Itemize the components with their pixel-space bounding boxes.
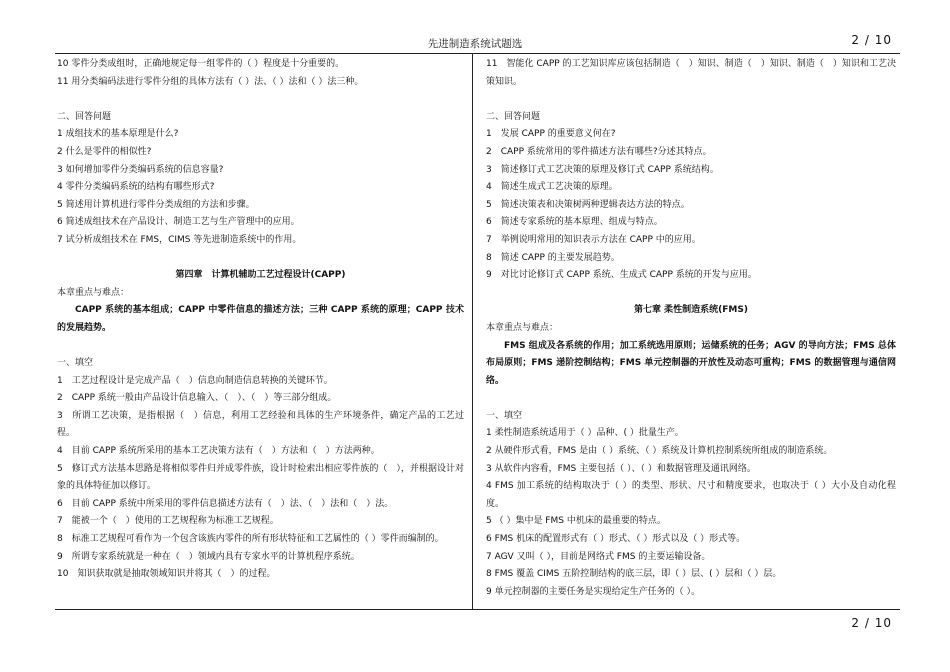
list-item: 5 （ ）集中是 FMS 中机床的最重要的特点。: [486, 516, 666, 527]
list-item: 1 柔性制造系统适用于（ ）品种、( ）批量生产。: [486, 428, 684, 439]
document-title: 先进制造系统试题选: [427, 38, 523, 50]
list-item: 8 FMS 覆盖 CIMS 五阶控制结构的底三层，即（ ）层、( ）层和（ ）层。: [486, 569, 782, 580]
key-points-label: 本章重点与难点：: [486, 322, 559, 333]
list-item: 6 FMS 机床的配置形式有（ ）形式、（ ）形式以及（ ）形式等。: [486, 534, 746, 545]
chapter-title: 第七章 柔性制造系统(FMS): [634, 305, 748, 316]
list-item: 8 标准工艺规程可看作为一个包含该族内零件的所有形状特征和工艺属性的（ ）零件而编制的。: [57, 534, 444, 545]
list-item: 11 用分类编码法进行零件分组的具体方法有（ ）法、（ ）法和（ ）法三种。: [57, 76, 364, 87]
section-heading-fill: 一、填空: [57, 358, 94, 369]
list-item: 4 零件分类编码系统的结构有哪些形式?: [57, 182, 215, 193]
list-item: 3 从软件内容看，FMS 主要包括（ ）、（ ）和数据管理及通讯网络。: [486, 463, 756, 474]
list-item: 9 单元控制器的主要任务是实现给定生产任务的（ ）。: [486, 586, 700, 597]
list-item: 1 发展 CAPP 的重要意义何在?: [486, 129, 616, 140]
header-rule: [55, 53, 900, 54]
right-column: [486, 56, 896, 601]
key-points-text: FMS 组成及各系统的作用；加工系统选用原则；运储系统的任务；AGV 的导向方法；FMS 总体布局原则；FMS 递阶控制结构；FMS 单元控制器的开放性及动态可重构；FMS 的数据管理与通信网络。: [486, 340, 896, 386]
list-item: 7 AGV 又叫（ ），目前是网络式 FMS 的主要运输设备。: [486, 551, 711, 562]
section-heading-qa: 二、回答问题: [486, 111, 541, 122]
key-points-text: CAPP 系统的基本组成；CAPP 中零件信息的描述方法；三种 CAPP 系统的原理；CAPP 技术的发展趋势。: [57, 305, 464, 333]
footer-rule: [55, 609, 900, 610]
list-item: 10 零件分类成组时，正确地规定每一组零件的（ ）程度是十分重要的。: [57, 59, 345, 69]
list-item: 9 对比讨论修订式 CAPP 系统、生成式 CAPP 系统的开发与应用。: [486, 270, 757, 281]
list-item: 8 简述 CAPP 的主要发展趋势。: [486, 252, 620, 263]
list-item: 11 智能化 CAPP 的工艺知识库应该包括制造（ ）知识、制造（ ）知识、制造（ ）知识和工艺决策知识。: [486, 59, 896, 87]
list-item: 4 简述生成式工艺决策的原理。: [486, 182, 618, 193]
list-item: 4 目前 CAPP 系统所采用的基本工艺决策方法有（ ）方法和（ ）方法两种。: [57, 446, 380, 457]
list-item: 4 FMS 加工系统的结构取决于（ ）的类型、形状、尺寸和精度要求，也取决于（ ）大小及自动化程度。: [486, 481, 896, 509]
list-item: 5 修订式方法基本思路是将相似零件归并成零件族，设计时检索出相应零件族的（ ），并根据设计对象的具体特征加以修订。: [57, 463, 464, 492]
list-item: 3 简述修订式工艺决策的原理及修订式 CAPP 系统结构。: [486, 164, 719, 175]
list-item: 2 CAPP 系统常用的零件描述方法有哪些?分述其特点。: [486, 146, 712, 157]
key-points-label: 本章重点与难点：: [57, 287, 130, 298]
list-item: 6 简述专家系统的基本原理、组成与特点。: [486, 217, 663, 228]
section-heading-fill: 一、填空: [486, 410, 523, 421]
list-item: 6 简述成组技术在产品设计、制造工艺与生产管理中的应用。: [57, 217, 300, 228]
list-item: 3 如何增加零件分类编码系统的信息容量?: [57, 164, 224, 175]
list-item: 1 成组技术的基本原理是什么?: [57, 129, 179, 140]
list-item: 1 工艺过程设计是完成产品（ ）信息向制造信息转换的关键环节。: [57, 375, 333, 386]
page-number-top: 2 / 10: [851, 33, 892, 47]
list-item: 9 所谓专家系统就是一种在（ ）领域内具有专家水平的计算机程序系统。: [57, 551, 360, 562]
list-item: 6 目前 CAPP 系统中所采用的零件信息描述方法有（ ）法、（ ）法和（ ）法。: [57, 498, 394, 509]
page-number-bottom: 2 / 10: [851, 616, 892, 630]
list-item: 7 试分析成组技术在 FMS，CIMS 等先进制造系统中的作用。: [57, 234, 302, 245]
list-item: 7 能被一个（ ）使用的工艺规程称为标准工艺规程。: [57, 516, 279, 527]
chapter-title: 第四章 计算机辅助工艺过程设计(CAPP): [175, 270, 346, 281]
list-item: 5 简述决策表和决策树两种逻辑表达方法的特点。: [486, 199, 690, 210]
list-item: 10 知识获取就是抽取领域知识并将其（ ）的过程。: [57, 569, 276, 580]
list-item: 2 什么是零件的相似性?: [57, 146, 152, 157]
section-heading-qa: 二、回答问题: [57, 111, 112, 122]
list-item: 7 举例说明常用的知识表示方法在 CAPP 中的应用。: [486, 234, 701, 245]
list-item: 5 简述用计算机进行零件分类成组的方法和步骤。: [57, 199, 255, 210]
list-item: 2 从硬件形式看，FMS 是由（ ）系统、（ ）系统及计算机控制系统所组成的制造系统。: [486, 446, 833, 457]
column-divider: [472, 54, 473, 609]
list-item: 3 所谓工艺决策，是指根据（ ）信息，利用工艺经验和具体的生产环境条件，确定产品的工艺过程。: [57, 410, 464, 439]
left-column: [57, 56, 464, 584]
list-item: 2 CAPP 系统一般由产品设计信息输入、（ ）、（ ）等三部分组成。: [57, 393, 337, 404]
